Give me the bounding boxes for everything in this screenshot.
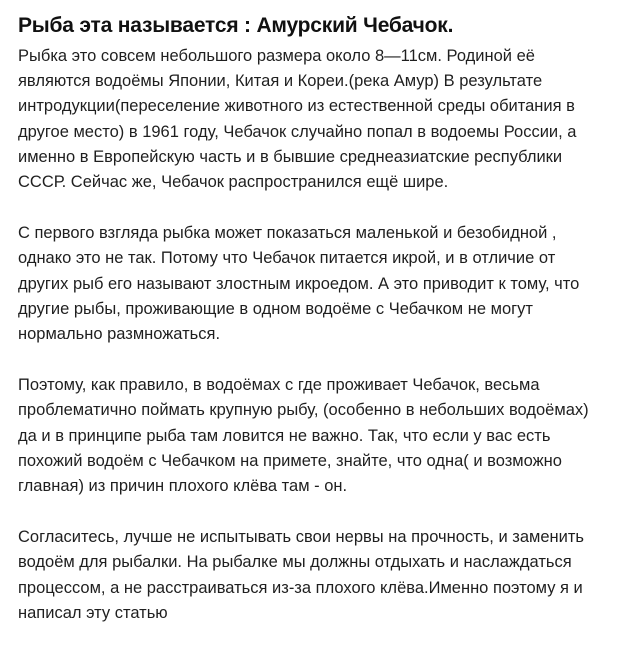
text-line: СССР. Сейчас же, Чебачок распространился ещё шире. (18, 173, 449, 192)
article (18, 12, 622, 652)
text-line: Согласитесь, лучше не испытывать свои нервы на прочность, и заменить (18, 528, 585, 547)
text-line: нормально размножаться. (18, 325, 221, 344)
text-line: Поэтому, как правило, в водоёмах с где проживает Чебачок, весьма (18, 376, 540, 395)
text-line: процессом, а не расстраиваться из-за плохого клёва.Именно поэтому я и (18, 578, 583, 597)
text-line: да и в принципе рыба там ловится не важно. Так, что если у вас есть (18, 426, 551, 445)
paragraph-diet (18, 221, 622, 347)
article-title: Рыба эта называется : Амурский Чебачок. (18, 14, 454, 37)
text-line: проблематично поймать крупную рыбу, (особенно в небольших водоёмах) (18, 401, 589, 420)
text-line: главная) из причин плохого клёва там - он. (18, 477, 348, 496)
text-line: С первого взгляда рыбка может показаться маленькой и безобидной , (18, 224, 557, 243)
text-line: похожий водоём с Чебачком на примете, знайте, что одна( и возможно (18, 451, 562, 470)
text-line: интродукции(переселение животного из естественной среды обитания в (18, 97, 575, 116)
text-line: именно в Европейскую часть и в бывшие среднеазиатские республики (18, 147, 563, 166)
text-line: других рыб его называют злостным икроедом. А это приводит к тому, что (18, 274, 580, 293)
text-line: Рыбка это совсем небольшого размера около 8—11см. Родиной её (18, 47, 535, 65)
text-line: другое место) в 1961 году, Чебачок случайно попал в водоемы России, а (18, 122, 577, 141)
text-line: водоём для рыбалки. На рыбалке мы должны отдыхать и наслаждаться (18, 553, 572, 572)
paragraph-conclusion (18, 525, 622, 626)
text-line: написал эту статью (18, 603, 168, 622)
text-line: являются водоёмы Японии, Китая и Кореи.(река Амур) В результате (18, 72, 543, 91)
paragraph-consequences (18, 373, 622, 499)
paragraph-origin (18, 44, 622, 195)
text-line: однако это не так. Потому что Чебачок питается икрой, и в отличие от (18, 249, 556, 268)
text-line: другие рыбы, проживающие в одном водоёме с Чебачком не могут (18, 299, 533, 318)
